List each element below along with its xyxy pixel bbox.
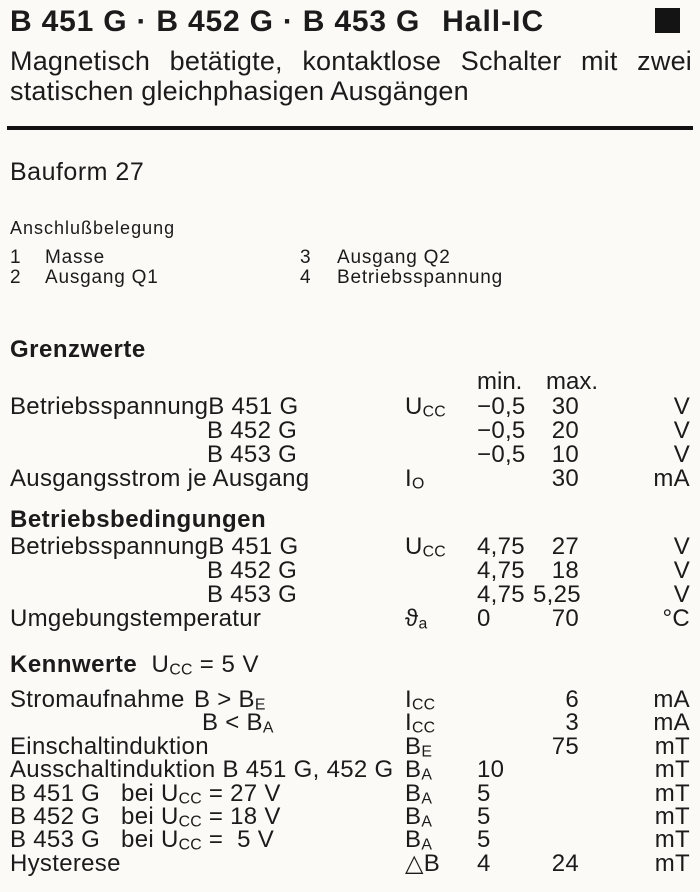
param-label	[10, 607, 395, 637]
param-label	[10, 849, 395, 877]
param-label-text	[10, 443, 207, 467]
param-label	[10, 419, 395, 443]
spec-row	[0, 395, 700, 419]
max-value: 70	[551, 605, 579, 632]
subscript: O	[411, 475, 425, 493]
param-label-text: Betriebsspannung	[10, 393, 209, 420]
spec-row	[0, 826, 700, 854]
section-heading-kennwerte: Kennwerte UCC = 5 V	[10, 651, 260, 679]
max-value: 30	[551, 465, 579, 492]
param-label-text: B 452 G bei UCC = 18 V	[10, 802, 281, 831]
pin-label: Ausgang Q2	[337, 247, 451, 268]
col-header-max: max.	[546, 368, 599, 395]
unit: V	[673, 581, 690, 608]
symbol: UCC	[405, 533, 446, 561]
min-value: −0,5	[477, 417, 526, 444]
unit: °C	[662, 605, 690, 632]
device-label: B 452 G	[207, 557, 298, 584]
param-label-text: Betriebsspannung	[10, 533, 209, 560]
min-value: 0	[477, 605, 491, 632]
grenzwerte-table	[0, 395, 700, 491]
min-value: −0,5	[477, 441, 526, 468]
param-label	[10, 583, 395, 607]
symbol	[395, 559, 465, 583]
param-label	[10, 467, 395, 497]
pin-assignment-list	[0, 248, 700, 287]
subscript: CC	[422, 543, 446, 561]
unit: mA	[653, 686, 690, 713]
pin-number: 4	[300, 266, 312, 288]
spec-row	[0, 849, 700, 877]
symbol: ICC	[405, 709, 436, 737]
subscript: CC	[178, 790, 202, 808]
unit: mT	[654, 849, 690, 877]
spec-row	[0, 756, 700, 784]
max-value: 3	[565, 709, 579, 737]
param-label	[10, 443, 395, 467]
min-value: 5	[477, 826, 491, 854]
symbol: ϑa	[405, 605, 428, 633]
col-header-min: min.	[477, 368, 523, 395]
spec-row	[0, 607, 700, 631]
device-label: B 453 G	[207, 581, 298, 608]
min-value: 5	[477, 802, 491, 830]
unit: mT	[654, 802, 690, 830]
unit: mA	[653, 465, 690, 492]
section-heading-grenzwerte	[10, 337, 146, 363]
subscript: A	[262, 719, 274, 737]
pin-number: 3	[300, 247, 312, 268]
param-label-text: B 451 G bei UCC = 27 V	[10, 779, 281, 808]
subscript: CC	[178, 813, 202, 831]
param-label-text: Hysterese	[10, 849, 121, 877]
min-value: −0,5	[477, 393, 526, 420]
subscript: A	[421, 766, 433, 784]
param-label-text: Ausschaltinduktion B 451 G, 452 G	[10, 756, 394, 784]
unit: V	[673, 557, 690, 584]
unit: mA	[653, 709, 690, 737]
max-value: 5,25	[533, 581, 581, 608]
param-label-text: B 453 G bei UCC = 5 V	[10, 826, 275, 854]
subscript: A	[421, 813, 433, 831]
subscript: A	[421, 836, 433, 854]
unit: V	[673, 533, 690, 560]
page-title	[10, 5, 652, 39]
pin-label: Ausgang Q1	[45, 266, 159, 288]
param-label-text	[10, 419, 207, 443]
symbol	[395, 419, 465, 443]
subscript: A	[421, 790, 433, 808]
device-label: B 451 G	[208, 393, 299, 420]
kennwerte-table	[0, 688, 700, 875]
spec-row	[0, 779, 700, 808]
pin-assignment-title: Anschlußbelegung	[10, 218, 176, 238]
unit: V	[673, 393, 690, 420]
min-value: 4,75	[477, 557, 525, 584]
symbol: △B	[405, 849, 441, 877]
max-value: 18	[551, 557, 579, 584]
title-product-type: Hall-IC	[442, 5, 545, 38]
subscript: CC	[411, 696, 436, 714]
condition-label: B < BA	[202, 709, 274, 737]
max-value: 24	[551, 849, 579, 877]
max-value: 30	[551, 393, 579, 420]
min-value: 4	[477, 849, 491, 877]
unit: V	[673, 441, 690, 468]
subscript: CC	[411, 719, 436, 737]
symbol: BA	[405, 756, 433, 784]
device-label: B 453 G	[207, 441, 298, 468]
max-value: 6	[565, 686, 579, 713]
spec-row	[0, 467, 700, 491]
spec-row	[0, 583, 700, 607]
subtitle-line1: Magnetisch betätigte, kontaktlose Schalter mit zwei	[10, 46, 692, 76]
bold-text: Betriebsbedingungen	[10, 506, 267, 533]
pin-label: Masse	[45, 247, 105, 268]
spec-row	[0, 419, 700, 443]
bauform-label: Bauform 27	[10, 158, 145, 186]
unit: mT	[654, 756, 690, 784]
min-value: 10	[477, 756, 505, 784]
symbol: BA	[405, 826, 433, 854]
subscript: CC	[169, 661, 193, 679]
subscript: E	[254, 696, 266, 714]
max-value: 27	[551, 533, 579, 560]
unit: mT	[654, 826, 690, 854]
subtitle	[10, 46, 692, 106]
min-value: 4,75	[477, 533, 525, 560]
spec-row	[0, 802, 700, 831]
spec-row	[0, 559, 700, 583]
min-value: 5	[477, 779, 491, 807]
param-label-text	[10, 583, 207, 607]
subtitle-line2: statischen gleichphasigen Ausgängen	[10, 76, 469, 106]
symbol: IO	[405, 465, 425, 493]
subscript: CC	[422, 403, 446, 421]
spec-row	[0, 732, 700, 761]
spec-row	[0, 443, 700, 467]
bold-text: Kennwerte	[10, 651, 138, 678]
param-label-text: Stromaufnahme	[10, 686, 185, 713]
title-model-names: B 451 G · B 452 G · B 453 G	[10, 5, 421, 38]
subscript: a	[418, 615, 428, 633]
param-label-text	[10, 559, 207, 583]
min-value	[465, 467, 533, 497]
subscript: E	[421, 743, 433, 761]
unit: mT	[654, 779, 690, 807]
spec-row	[0, 535, 700, 559]
param-label	[10, 559, 395, 583]
symbol: BE	[405, 732, 433, 761]
device-label: B 451 G	[208, 533, 299, 560]
pin-number: 2	[10, 266, 22, 288]
symbol: BA	[405, 779, 433, 808]
max-value: 75	[551, 732, 579, 760]
corner-mark-icon	[655, 8, 680, 33]
divider-rule	[7, 126, 693, 130]
symbol	[395, 443, 465, 467]
spec-row	[0, 686, 700, 714]
symbol: BA	[405, 802, 433, 831]
spec-row	[0, 709, 700, 737]
pin-label: Betriebsspannung	[337, 266, 503, 288]
symbol: ICC	[405, 686, 436, 714]
min-value: 4,75	[477, 581, 525, 608]
symbol	[395, 583, 465, 607]
section-heading-betriebsbedingungen	[10, 507, 266, 533]
max-value: 20	[551, 417, 579, 444]
max-value: 10	[551, 441, 579, 468]
device-label: B 452 G	[207, 417, 298, 444]
symbol: UCC	[405, 393, 446, 421]
pin-number: 1	[10, 247, 22, 268]
unit: mT	[654, 732, 690, 760]
subscript: CC	[178, 836, 202, 854]
bold-text: Grenzwerte	[10, 336, 146, 363]
unit: V	[673, 417, 690, 444]
param-label-text: Einschaltinduktion	[10, 732, 209, 760]
condition-label: B > BE	[194, 686, 266, 714]
param-label-text: Ausgangsstrom je Ausgang	[10, 465, 310, 492]
betriebsbedingungen-table	[0, 535, 700, 631]
param-label-text: Umgebungstemperatur	[10, 605, 262, 632]
